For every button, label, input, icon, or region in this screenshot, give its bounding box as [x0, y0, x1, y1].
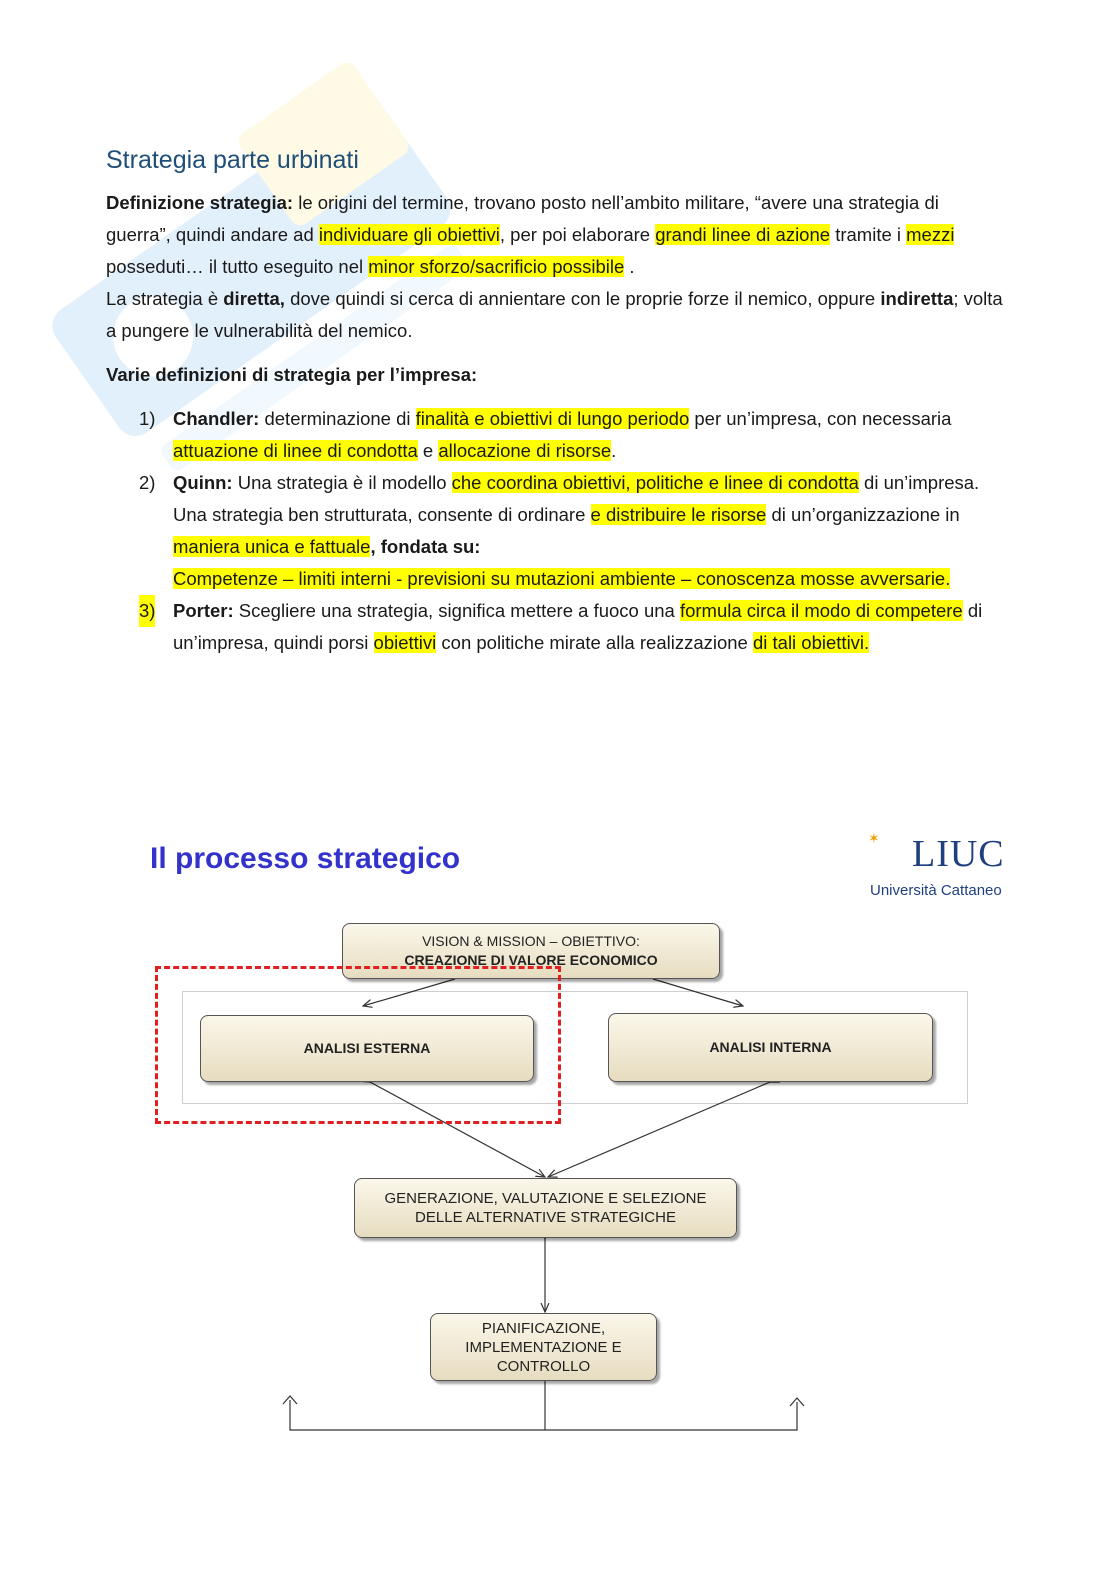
- notes-page: [106, 146, 1006, 659]
- highlight: che coordina obiettivi, politiche e linee di condotta: [451, 472, 859, 493]
- keyword-indiretta: indiretta: [880, 288, 954, 309]
- vision-line1: VISION & MISSION – OBIETTIVO:: [422, 933, 640, 949]
- author-name: Quinn:: [173, 472, 233, 493]
- definition-text: le origini del termine, trovano posto nell’ambito militare, “avere una strategia di guerra”, quindi andare ad: [106, 192, 939, 245]
- highlight: individuare gli obiettivi: [318, 224, 500, 245]
- author-name: Chandler:: [173, 408, 260, 429]
- highlight: grandi linee di azione: [655, 224, 831, 245]
- highlight: maniera unica e fattuale: [173, 536, 371, 557]
- highlight: e distribuire le risorse: [590, 504, 767, 525]
- pianificazione-box: [430, 1313, 657, 1381]
- definition-text: tramite i: [830, 224, 907, 245]
- highlight-dashed-frame: [155, 966, 561, 1124]
- list-number: 3): [139, 595, 155, 627]
- star-icon: ✶: [868, 830, 880, 846]
- pianificazione-line1: PIANIFICAZIONE,: [481, 1319, 606, 1337]
- list-item-porter: [106, 595, 1006, 659]
- highlight: attuazione di linee di condotta: [173, 440, 418, 461]
- list-item-quinn: [106, 467, 1006, 595]
- highlight: minor sforzo/sacrificio possibile: [368, 256, 625, 277]
- highlight: finalità e obiettivi di lungo periodo: [415, 408, 690, 429]
- text: di un’impresa.: [858, 472, 980, 493]
- text: dove quindi si cerca di annientare con le proprie forze il nemico, oppure: [284, 288, 881, 309]
- text: e: [417, 440, 439, 461]
- definition-text: posseduti… il tutto eseguito nel: [106, 256, 369, 277]
- highlight: di tali obiettivi.: [752, 632, 870, 653]
- text: di un’organizzazione in: [766, 504, 960, 525]
- page-title: Strategia parte urbinati: [106, 146, 359, 174]
- definition-text: .: [624, 256, 635, 277]
- diagram-title: Il processo strategico: [150, 842, 461, 875]
- logo-subtitle: Università Cattaneo: [870, 882, 1002, 899]
- text: per un’impresa, con necessaria: [689, 408, 952, 429]
- text: determinazione di: [259, 408, 416, 429]
- highlight: Competenze – limiti interni - previsioni su mutazioni ambiente – conoscenza mosse avversarie.: [173, 568, 951, 589]
- text: Scegliere una strategia, significa mettere a fuoco una: [233, 600, 680, 621]
- analisi-interna-box: [608, 1013, 933, 1082]
- generazione-box: [354, 1178, 737, 1238]
- text: con politiche mirate alla realizzazione: [436, 632, 753, 653]
- logo-name: LIUC: [912, 833, 1005, 875]
- definition-paragraph: [106, 187, 1006, 283]
- text: .: [611, 440, 617, 461]
- subheading: Varie definizioni di strategia per l’impresa:: [106, 364, 478, 385]
- author-name: Porter:: [173, 600, 234, 621]
- highlight: obiettivi: [373, 632, 437, 653]
- analisi-esterna-label: ANALISI ESTERNA: [303, 1040, 431, 1056]
- definition-text: , per poi elaborare: [499, 224, 656, 245]
- keyword-diretta: diretta,: [223, 288, 285, 309]
- list-item-chandler: [106, 403, 1006, 467]
- definition-label: Definizione strategia:: [106, 192, 294, 213]
- definitions-list: [106, 403, 1006, 659]
- text: Una strategia ben strutturata, consente di ordinare: [173, 504, 591, 525]
- list-number: 2): [139, 472, 156, 493]
- list-number: 1): [139, 408, 156, 429]
- text: Una strategia è il modello: [232, 472, 452, 493]
- highlight: mezzi: [906, 224, 955, 245]
- pianificazione-line2: IMPLEMENTAZIONE E: [465, 1338, 622, 1356]
- text: di un’impresa, quindi porsi: [173, 600, 983, 653]
- vision-line2: CREAZIONE DI VALORE ECONOMICO: [404, 952, 658, 968]
- pianificazione-line3: CONTROLLO: [496, 1357, 591, 1375]
- generazione-line2: DELLE ALTERNATIVE STRATEGICHE: [415, 1209, 676, 1226]
- highlight: formula circa il modo di competere: [679, 600, 963, 621]
- text: ; volta a pungere le vulnerabilità del nemico.: [106, 288, 1003, 341]
- liuc-logo: [866, 830, 1006, 905]
- highlight: allocazione di risorse: [438, 440, 612, 461]
- generazione-line1: GENERAZIONE, VALUTAZIONE E SELEZIONE: [384, 1190, 707, 1207]
- analisi-interna-label: ANALISI INTERNA: [709, 1039, 832, 1055]
- text: La strategia è: [106, 288, 224, 309]
- text: , fondata su:: [370, 536, 481, 557]
- strategy-types-paragraph: [106, 283, 1006, 347]
